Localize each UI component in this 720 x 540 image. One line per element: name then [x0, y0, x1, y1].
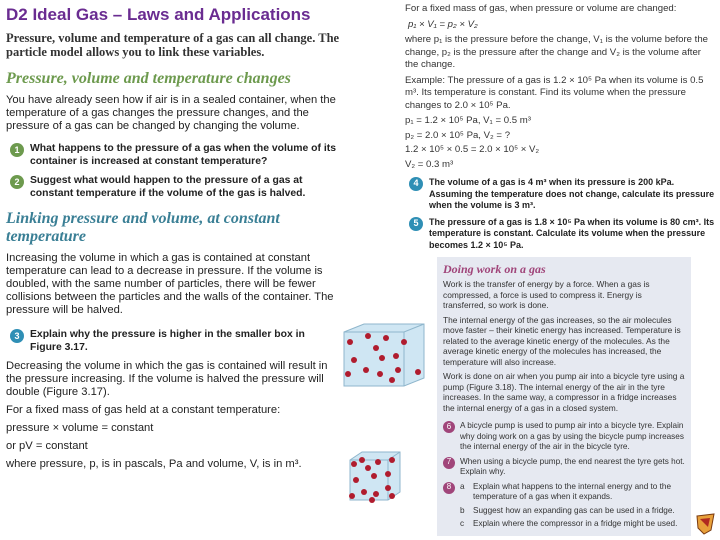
worked-example: Example: The pressure of a gas is 1.2 × 10⁵ Pa when its volume is 0.5 m³. Its temperature is constant. Find its volume when the pressure changes to 2.0 × 10⁵ Pa. [405, 74, 704, 111]
question-text: The pressure of a gas is 1.8 × 10⁵ Pa when its volume is 80 cm³. Its temperature is constant. Calculate its volume when the pressure becomes 1.2 × 10⁵ Pa. [429, 216, 715, 250]
gas-particle [365, 465, 371, 471]
logo-icon [694, 510, 718, 538]
gas-particle [345, 371, 351, 377]
equation: pressure × volume = constant [6, 422, 154, 434]
question-text: What happens to the pressure of a gas when the volume of its container is increased at constant temperature? [30, 143, 336, 167]
example-step: p₁ = 1.2 × 10⁵ Pa, V₁ = 0.5 m³ [405, 115, 531, 126]
right-intro: For a fixed mass of gas, when pressure or volume are changed: [405, 3, 677, 14]
part-label: a [460, 481, 465, 491]
section-paragraph: where pressure, p, is in pascals, Pa and volume, V, is in m³. [6, 458, 302, 470]
question-7 [443, 457, 685, 478]
gas-particle [375, 459, 381, 465]
panel-paragraph: Work is done on air when you pump air into a bicycle tyre using a pump (Figure 3.18). The internal energy of the air in the tyre increases. In the same way, a compressor in a fridge increases the internal energy of a gas in a closed system. [443, 371, 685, 413]
question-6 [443, 421, 685, 453]
gas-particle [383, 335, 389, 341]
question-text: A bicycle pump is used to pump air into a bicycle tyre. Explain why doing work on a gas by using the bicycle pump increases the internal energy of the air in the bicycle tyre. [460, 421, 684, 451]
section-paragraph: Decreasing the volume in which the gas is contained will result in the pressure increasing. If the volume is halved the pressure will double (Figure 3.17). [6, 360, 328, 398]
gas-particle [373, 491, 379, 497]
question-number: 5 [409, 217, 423, 231]
section-heading-linking: Linking pressure and volume, at constant temperature [6, 210, 280, 245]
example-step: V₂ = 0.3 m³ [405, 158, 454, 170]
gas-particle [351, 461, 357, 467]
gas-particle [363, 367, 369, 373]
gas-particle [359, 457, 365, 463]
question-8c [460, 519, 685, 530]
gas-particle [389, 493, 395, 499]
question-3 [10, 329, 310, 354]
gas-particle [365, 333, 371, 339]
section-paragraph: For a fixed mass of gas held at a constant temperature: [6, 404, 281, 416]
question-text: Explain where the compressor in a fridge might be used. [473, 519, 678, 528]
right-column [405, 3, 715, 536]
gas-particle [389, 457, 395, 463]
question-4 [409, 177, 715, 212]
gas-particle [371, 473, 377, 479]
panel-paragraph: The internal energy of the gas increases, so the air molecules move faster – their kinetic energy has increased. Temperature is related to the average kinetic energy of the molecules. As the average kinetic energy of the molecules has increased, the temperature will also increase. [443, 314, 681, 367]
question-text: Explain why the pressure is higher in the smaller box in Figure 3.17. [30, 329, 305, 353]
gas-particle [377, 371, 383, 377]
equation: or pV = constant [6, 440, 88, 452]
part-label: c [460, 519, 465, 528]
gas-particle [361, 489, 367, 495]
gas-particle [351, 357, 357, 363]
panel-paragraph: Work is the transfer of energy by a force. When a gas is compressed, a force is used to compress it. Energy is transferred, so work is done. [443, 279, 650, 310]
right-where: where p₁ is the pressure before the change, V₁ is the volume before the change, p₂ is the pressure after the change and V₂ is the volume after the change. [405, 34, 708, 70]
section-paragraph: You have already seen how if air is in a sealed container, when the temperature of a gas changes the pressure changes, and the pressure of a gas can be changed by changing the volume. [6, 94, 336, 132]
question-number: 4 [409, 177, 423, 191]
question-text: When using a bicycle pump, the end nearest the tyre gets hot. Explain why. [460, 456, 685, 476]
gas-particle [389, 377, 395, 383]
intro-text: Pressure, volume and temperature of a gas can all change. The particle model allows you to link these variables. [6, 31, 340, 59]
question-number: 1 [10, 143, 24, 157]
question-text: Explain what happens to the internal energy and to the temperature of a gas when it expands. [473, 481, 672, 501]
section-paragraph: Increasing the volume in which a gas is contained at constant temperature can lead to a decrease in pressure. If the volume is doubled, with the same number of particles, there will be fewer collisions between the particles and the walls of the container. The pressure will be halved. [6, 252, 334, 316]
question-8 [443, 482, 685, 503]
gas-particle [385, 471, 391, 477]
question-8b [460, 506, 685, 517]
question-text: Suggest how an expanding gas can be used in a fridge. [473, 505, 675, 515]
gas-particle [395, 367, 401, 373]
panel-heading: Doing work on a gas [443, 262, 546, 276]
question-1 [10, 143, 346, 168]
gas-particle [349, 493, 355, 499]
gas-particle [353, 477, 359, 483]
question-2 [10, 175, 346, 200]
example-step: 1.2 × 10⁵ × 0.5 = 2.0 × 10⁵ × V₂ [405, 144, 540, 155]
question-number: 7 [443, 457, 455, 469]
gas-particle [393, 353, 399, 359]
left-column [6, 4, 346, 471]
page-title: D2 Ideal Gas – Laws and Applications [6, 5, 311, 24]
question-5 [409, 217, 715, 252]
question-number: 3 [10, 329, 24, 343]
section-heading-pvt: Pressure, volume and temperature changes [6, 70, 291, 87]
gas-particle [347, 339, 353, 345]
question-number: 2 [10, 175, 24, 189]
gas-particle [369, 497, 375, 503]
small-box-figure [348, 448, 408, 508]
question-number: 6 [443, 421, 455, 433]
doing-work-panel [437, 257, 691, 536]
example-step: p₂ = 2.0 × 10⁵ Pa, V₂ = ? [405, 129, 511, 141]
question-text: The volume of a gas is 4 m³ when its pressure is 200 kPa. Assuming the temperature does not change, calculate its pressure when the volume is 3 m³. [429, 177, 715, 210]
part-label: b [460, 505, 465, 515]
gas-particle [379, 355, 385, 361]
question-number: 8 [443, 482, 455, 494]
equation: p₁ × V₁ = p₂ × V₂ [408, 18, 478, 30]
question-text: Suggest what would happen to the pressure of a gas at constant temperature if the volume of the gas is halved. [30, 175, 306, 199]
gas-particle [385, 485, 391, 491]
gas-particle [373, 345, 379, 351]
